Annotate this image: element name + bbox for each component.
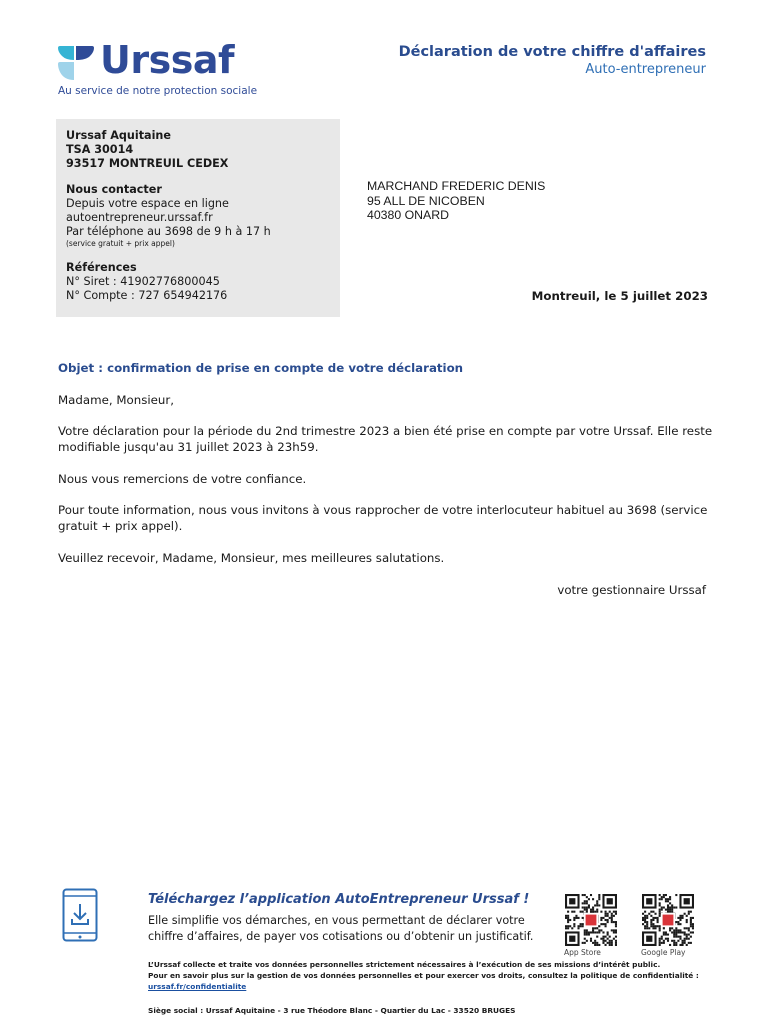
reference-siret: N° Siret : 41902776800045: [66, 275, 220, 288]
contact-heading: Nous contacter: [66, 183, 162, 196]
google-play-label: Google Play: [641, 948, 686, 957]
privacy-line-1: L’Urssaf collecte et traite vos données personnelles strictement nécessaires à l’exécution de ses missions d’intérêt public.: [148, 960, 661, 969]
app-store-qr-code[interactable]: [565, 894, 617, 946]
letter-paragraph-3: Pour toute information, nous vous invitons à vous rapprocher de votre interlocuteur habituel au 3698 (service gratuit + prix appel).: [58, 503, 708, 534]
contact-website: autoentrepreneur.urssaf.fr: [66, 211, 213, 224]
document-subtitle: Auto-entrepreneur: [585, 62, 706, 77]
urssaf-logo-icon: [56, 44, 96, 84]
privacy-line-2: Pour en savoir plus sur la gestion de vos données personnelles et pour exercer vos droits, consultez la politique de confidentialité :: [148, 971, 699, 980]
document-title: Déclaration de votre chiffre d'affaires: [398, 44, 706, 60]
letter-body: [58, 361, 713, 582]
document-title-block: [399, 44, 706, 77]
contact-line-online: Depuis votre espace en ligne: [66, 197, 229, 210]
letter-date: Montreuil, le 5 juillet 2023: [531, 289, 708, 303]
phone-download-icon: [62, 888, 98, 942]
contact-phone: Par téléphone au 3698 de 9 h à 17 h: [66, 225, 271, 238]
reference-compte: N° Compte : 727 654942176: [66, 289, 228, 302]
letter-signature: votre gestionnaire Urssaf: [557, 583, 706, 597]
sender-org: Urssaf Aquitaine: [66, 129, 171, 142]
letter-paragraph-2: Nous vous remercions de votre confiance.: [58, 471, 307, 486]
privacy-policy-link[interactable]: urssaf.fr/confidentialite: [148, 982, 247, 991]
sender-city: 93517 MONTREUIL CEDEX: [66, 157, 229, 170]
sender-tsa: TSA 30014: [66, 143, 134, 156]
logo-tagline: Au service de notre protection sociale: [58, 85, 258, 97]
recipient-city: 40380 ONARD: [367, 208, 450, 222]
privacy-notice: [148, 959, 708, 992]
sender-info-box: [56, 119, 340, 317]
letter-subject: Objet : confirmation de prise en compte de votre déclaration: [58, 361, 464, 375]
app-store-label: App Store: [564, 948, 601, 957]
urssaf-logo: [56, 38, 276, 102]
google-play-qr-code[interactable]: [642, 894, 694, 946]
references-heading: Références: [66, 261, 137, 274]
app-banner-title: Téléchargez l’application AutoEntrepreneur Urssaf !: [148, 892, 530, 907]
recipient-address: [367, 179, 545, 223]
app-banner-text: Elle simplifie vos démarches, en vous permettant de déclarer votre chiffre d’affaires, de payer vos cotisations ou d’obtenir un justificatif.: [148, 914, 534, 943]
contact-phone-note: (service gratuit + prix appel): [66, 239, 175, 248]
recipient-name: MARCHAND FREDERIC DENIS: [367, 179, 546, 193]
letter-paragraph-1: Votre déclaration pour la période du 2nd trimestre 2023 a bien été prise en compte par votre Urssaf. Elle reste modifiable jusqu'au 31 juillet 2023 à 23h59.: [58, 424, 713, 455]
letter-paragraph-4: Veuillez recevoir, Madame, Monsieur, mes meilleures salutations.: [58, 550, 445, 565]
recipient-street: 95 ALL DE NICOBEN: [367, 193, 485, 208]
head-office-address: Siège social : Urssaf Aquitaine - 3 rue Théodore Blanc - Quartier du Lac - 33520 BRUGES: [148, 1006, 516, 1015]
logo-wordmark: Urssaf: [100, 38, 235, 82]
letter-greeting: Madame, Monsieur,: [58, 392, 175, 407]
